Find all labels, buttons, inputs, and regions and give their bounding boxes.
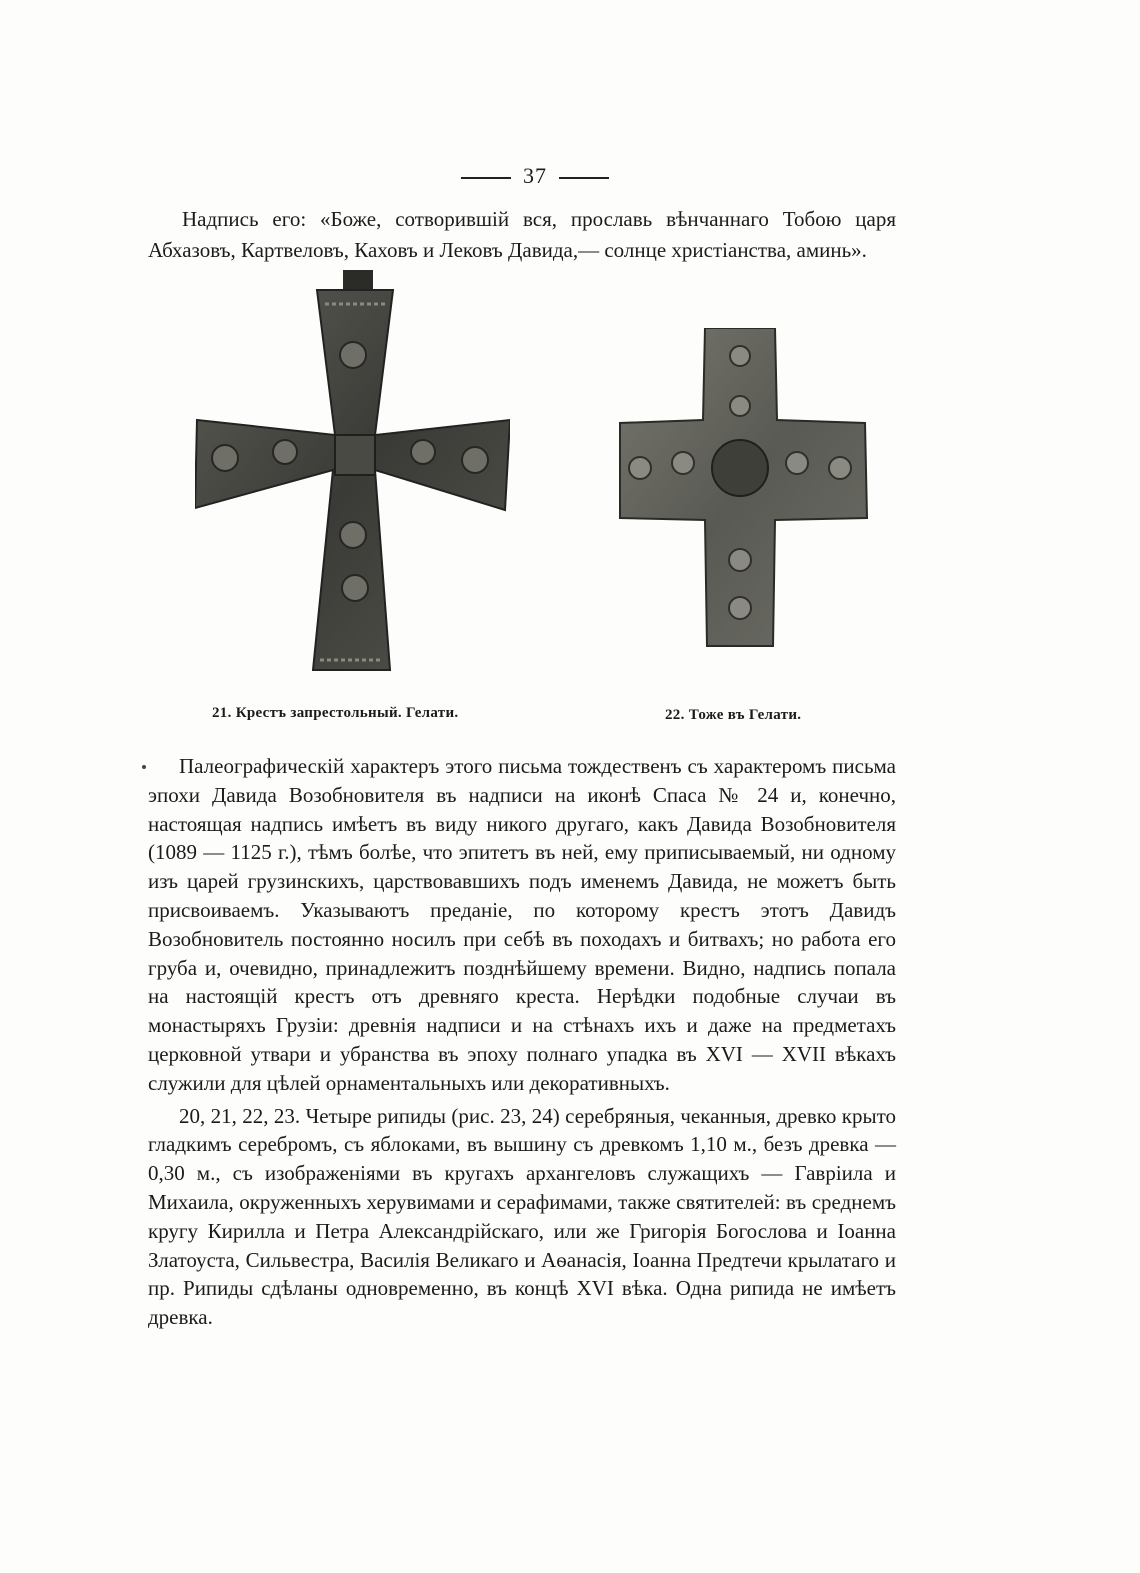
figure-21-caption: 21. Крестъ запрестольный. Гелати. — [212, 705, 459, 721]
margin-mark — [142, 765, 146, 769]
altar-cross-icon — [615, 328, 870, 648]
right-rule — [559, 177, 609, 179]
figure-21 — [195, 270, 510, 690]
body-text — [148, 752, 896, 1332]
intro-paragraph: Надпись его: «Боже, сотворившій вся, прославь вѣнчаннаго Тобою царя Абхазовъ, Картвеловъ, Каховъ и Лековъ Давида,— солнце христіанства, аминь». — [148, 207, 896, 262]
paragraph-paleography: Палеографическій характеръ этого письма тождественъ съ характеромъ письма эпохи Давида Возобновителя въ надписи на иконѣ Спаса № 24 и, конечно, настоящая надпись имѣетъ въ виду никого другаго, какъ Давида Возобновителя (1089 — 1125 г.), тѣмъ болѣе, что эпитетъ въ ней, ему приписываемый, ни одному изъ царей грузинскихъ, царствовавшихъ подъ именемъ Давида, не можетъ быть присвоиваемъ. Указываютъ преданіе, по которому крестъ этотъ Давидъ Возобновитель постоянно носилъ при себѣ въ походахъ и битвахъ; но работа его груба и, очевидно, принадлежитъ позднѣйшему времени. Видно, надпись попала на настоящій крестъ отъ древняго креста. Нерѣдки подобные случаи въ монастыряхъ Грузіи: древнія надписи и на стѣнахъ ихъ и даже на предметахъ церковной утвари и убранства въ эпоху полнаго упадка въ XVI — XVII вѣкахъ служили для цѣлей орнаментальныхъ или декоративныхъ. — [148, 754, 896, 1095]
left-rule — [461, 177, 511, 179]
figure-22 — [615, 328, 870, 648]
paragraph-ripidy: 20, 21, 22, 23. Четыре рипиды (рис. 23, 24) серебряныя, чеканныя, древко крыто гладкимъ серебромъ, съ яблоками, въ вышину съ древкомъ 1,10 м., безъ древка — 0,30 м., съ изображеніями въ кругахъ архангеловъ служащихъ — Гавріила и Михаила, окруженныхъ херувимами и серафимами, также святителей: въ среднемъ кругу Кирилла и Петра Александрійскаго, или же Григорія Богослова и Іоанна Златоуста, Сильвестра, Василія Великаго и Аѳанасія, Іоанна Предтечи крылатаго и пр. Рипиды сдѣланы одновременно, въ концѣ XVI вѣка. Одна рипида не имѣетъ древка. — [148, 1103, 896, 1330]
processional-cross-icon — [195, 270, 510, 690]
page-number: 37 — [0, 163, 1070, 189]
figure-22-caption: 22. Тоже въ Гелати. — [665, 707, 802, 723]
